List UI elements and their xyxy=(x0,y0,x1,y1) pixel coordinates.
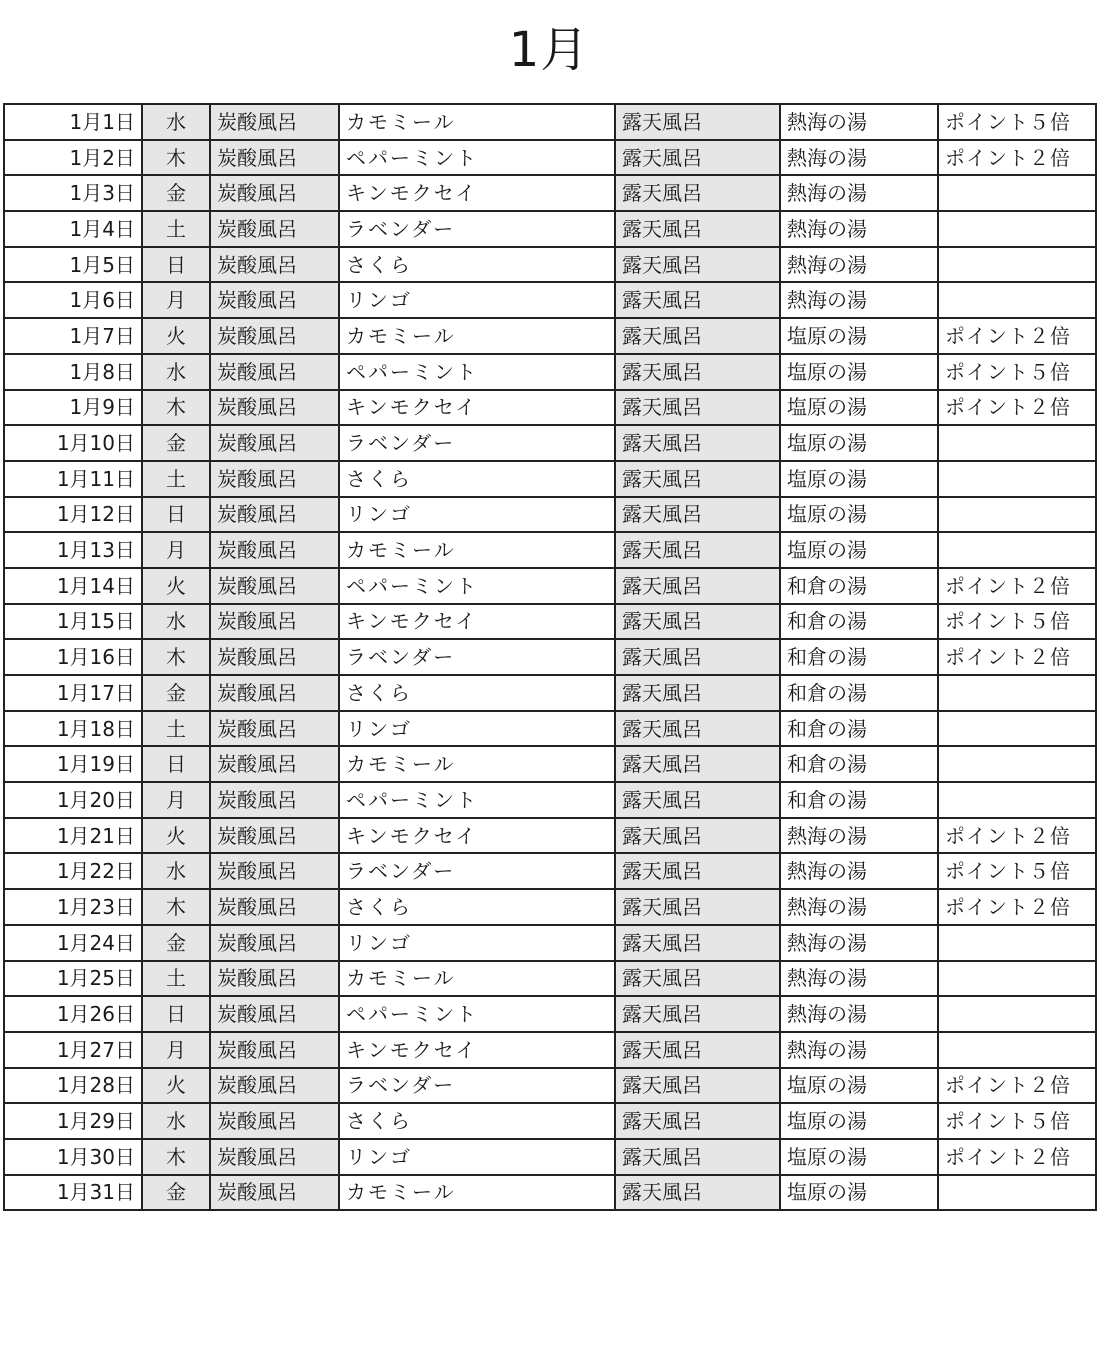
carbonated-bath-cell: 炭酸風呂 xyxy=(210,639,339,675)
weekday-cell: 火 xyxy=(142,1068,210,1104)
outdoor-bath-cell: 露天風呂 xyxy=(615,746,780,782)
hot-spring-cell: 和倉の湯 xyxy=(780,604,938,640)
carbonated-bath-cell: 炭酸風呂 xyxy=(210,175,339,211)
weekday-cell: 金 xyxy=(142,675,210,711)
point-bonus-cell xyxy=(938,746,1096,782)
carbonated-bath-cell: 炭酸風呂 xyxy=(210,889,339,925)
hot-spring-cell: 熱海の湯 xyxy=(780,211,938,247)
table-row xyxy=(4,818,1096,854)
scent-cell: ペパーミント xyxy=(339,782,615,818)
weekday-cell: 土 xyxy=(142,711,210,747)
outdoor-bath-cell: 露天風呂 xyxy=(615,282,780,318)
carbonated-bath-cell: 炭酸風呂 xyxy=(210,853,339,889)
scent-cell: キンモクセイ xyxy=(339,604,615,640)
outdoor-bath-cell: 露天風呂 xyxy=(615,782,780,818)
point-bonus-cell xyxy=(938,711,1096,747)
scent-cell: ペパーミント xyxy=(339,140,615,176)
hot-spring-cell: 熱海の湯 xyxy=(780,104,938,140)
scent-cell: リンゴ xyxy=(339,282,615,318)
date-cell: 1月13日 xyxy=(4,532,142,568)
weekday-cell: 日 xyxy=(142,746,210,782)
table-row xyxy=(4,711,1096,747)
scent-cell: ラベンダー xyxy=(339,1068,615,1104)
scent-cell: リンゴ xyxy=(339,1139,615,1175)
table-row xyxy=(4,746,1096,782)
point-bonus-cell xyxy=(938,247,1096,283)
date-cell: 1月16日 xyxy=(4,639,142,675)
scent-cell: ラベンダー xyxy=(339,425,615,461)
table-row xyxy=(4,282,1096,318)
carbonated-bath-cell: 炭酸風呂 xyxy=(210,140,339,176)
point-bonus-cell xyxy=(938,1032,1096,1068)
table-row xyxy=(4,675,1096,711)
scent-cell: さくら xyxy=(339,889,615,925)
table-row xyxy=(4,354,1096,390)
table-row xyxy=(4,1103,1096,1139)
date-cell: 1月9日 xyxy=(4,390,142,426)
hot-spring-cell: 熱海の湯 xyxy=(780,961,938,997)
hot-spring-cell: 熱海の湯 xyxy=(780,925,938,961)
outdoor-bath-cell: 露天風呂 xyxy=(615,1068,780,1104)
hot-spring-cell: 塩原の湯 xyxy=(780,318,938,354)
carbonated-bath-cell: 炭酸風呂 xyxy=(210,711,339,747)
date-cell: 1月6日 xyxy=(4,282,142,318)
weekday-cell: 月 xyxy=(142,782,210,818)
carbonated-bath-cell: 炭酸風呂 xyxy=(210,282,339,318)
point-bonus-cell xyxy=(938,175,1096,211)
point-bonus-cell xyxy=(938,211,1096,247)
outdoor-bath-cell: 露天風呂 xyxy=(615,425,780,461)
scent-cell: カモミール xyxy=(339,746,615,782)
point-bonus-cell: ポイント２倍 xyxy=(938,390,1096,426)
table-row xyxy=(4,925,1096,961)
outdoor-bath-cell: 露天風呂 xyxy=(615,675,780,711)
weekday-cell: 水 xyxy=(142,354,210,390)
date-cell: 1月14日 xyxy=(4,568,142,604)
date-cell: 1月27日 xyxy=(4,1032,142,1068)
table-row xyxy=(4,425,1096,461)
hot-spring-cell: 熱海の湯 xyxy=(780,282,938,318)
outdoor-bath-cell: 露天風呂 xyxy=(615,497,780,533)
hot-spring-cell: 和倉の湯 xyxy=(780,711,938,747)
date-cell: 1月15日 xyxy=(4,604,142,640)
table-row xyxy=(4,1175,1096,1211)
outdoor-bath-cell: 露天風呂 xyxy=(615,354,780,390)
date-cell: 1月22日 xyxy=(4,853,142,889)
weekday-cell: 木 xyxy=(142,140,210,176)
point-bonus-cell: ポイント５倍 xyxy=(938,1103,1096,1139)
table-row xyxy=(4,461,1096,497)
weekday-cell: 木 xyxy=(142,1139,210,1175)
point-bonus-cell xyxy=(938,282,1096,318)
carbonated-bath-cell: 炭酸風呂 xyxy=(210,354,339,390)
table-row xyxy=(4,639,1096,675)
point-bonus-cell xyxy=(938,425,1096,461)
weekday-cell: 水 xyxy=(142,604,210,640)
schedule-body xyxy=(4,104,1096,1210)
hot-spring-cell: 塩原の湯 xyxy=(780,354,938,390)
hot-spring-cell: 塩原の湯 xyxy=(780,390,938,426)
weekday-cell: 月 xyxy=(142,1032,210,1068)
table-row xyxy=(4,782,1096,818)
date-cell: 1月29日 xyxy=(4,1103,142,1139)
carbonated-bath-cell: 炭酸風呂 xyxy=(210,1032,339,1068)
outdoor-bath-cell: 露天風呂 xyxy=(615,1103,780,1139)
outdoor-bath-cell: 露天風呂 xyxy=(615,1032,780,1068)
date-cell: 1月28日 xyxy=(4,1068,142,1104)
point-bonus-cell: ポイント５倍 xyxy=(938,104,1096,140)
outdoor-bath-cell: 露天風呂 xyxy=(615,961,780,997)
outdoor-bath-cell: 露天風呂 xyxy=(615,996,780,1032)
hot-spring-cell: 塩原の湯 xyxy=(780,497,938,533)
carbonated-bath-cell: 炭酸風呂 xyxy=(210,782,339,818)
carbonated-bath-cell: 炭酸風呂 xyxy=(210,104,339,140)
scent-cell: さくら xyxy=(339,461,615,497)
outdoor-bath-cell: 露天風呂 xyxy=(615,925,780,961)
scent-cell: リンゴ xyxy=(339,925,615,961)
outdoor-bath-cell: 露天風呂 xyxy=(615,1139,780,1175)
point-bonus-cell: ポイント２倍 xyxy=(938,318,1096,354)
scent-cell: ペパーミント xyxy=(339,354,615,390)
weekday-cell: 木 xyxy=(142,639,210,675)
scent-cell: キンモクセイ xyxy=(339,1032,615,1068)
date-cell: 1月24日 xyxy=(4,925,142,961)
point-bonus-cell xyxy=(938,497,1096,533)
date-cell: 1月19日 xyxy=(4,746,142,782)
carbonated-bath-cell: 炭酸風呂 xyxy=(210,1068,339,1104)
hot-spring-cell: 和倉の湯 xyxy=(780,746,938,782)
carbonated-bath-cell: 炭酸風呂 xyxy=(210,390,339,426)
outdoor-bath-cell: 露天風呂 xyxy=(615,461,780,497)
date-cell: 1月3日 xyxy=(4,175,142,211)
carbonated-bath-cell: 炭酸風呂 xyxy=(210,461,339,497)
date-cell: 1月26日 xyxy=(4,996,142,1032)
date-cell: 1月11日 xyxy=(4,461,142,497)
hot-spring-cell: 塩原の湯 xyxy=(780,1139,938,1175)
hot-spring-cell: 熱海の湯 xyxy=(780,1032,938,1068)
page-title: 1月 xyxy=(508,22,590,78)
weekday-cell: 水 xyxy=(142,1103,210,1139)
hot-spring-cell: 熱海の湯 xyxy=(780,889,938,925)
scent-cell: カモミール xyxy=(339,532,615,568)
scent-cell: キンモクセイ xyxy=(339,390,615,426)
weekday-cell: 日 xyxy=(142,247,210,283)
table-row xyxy=(4,532,1096,568)
scent-cell: ラベンダー xyxy=(339,639,615,675)
outdoor-bath-cell: 露天風呂 xyxy=(615,889,780,925)
weekday-cell: 木 xyxy=(142,889,210,925)
date-cell: 1月1日 xyxy=(4,104,142,140)
scent-cell: ペパーミント xyxy=(339,568,615,604)
weekday-cell: 火 xyxy=(142,818,210,854)
point-bonus-cell xyxy=(938,532,1096,568)
point-bonus-cell: ポイント２倍 xyxy=(938,818,1096,854)
table-row xyxy=(4,211,1096,247)
scent-cell: ラベンダー xyxy=(339,211,615,247)
point-bonus-cell: ポイント５倍 xyxy=(938,354,1096,390)
date-cell: 1月5日 xyxy=(4,247,142,283)
point-bonus-cell: ポイント５倍 xyxy=(938,853,1096,889)
date-cell: 1月10日 xyxy=(4,425,142,461)
carbonated-bath-cell: 炭酸風呂 xyxy=(210,961,339,997)
weekday-cell: 土 xyxy=(142,461,210,497)
outdoor-bath-cell: 露天風呂 xyxy=(615,1175,780,1211)
weekday-cell: 金 xyxy=(142,925,210,961)
carbonated-bath-cell: 炭酸風呂 xyxy=(210,532,339,568)
table-row xyxy=(4,853,1096,889)
date-cell: 1月4日 xyxy=(4,211,142,247)
weekday-cell: 日 xyxy=(142,996,210,1032)
weekday-cell: 火 xyxy=(142,568,210,604)
date-cell: 1月25日 xyxy=(4,961,142,997)
scent-cell: カモミール xyxy=(339,104,615,140)
scent-cell: カモミール xyxy=(339,961,615,997)
outdoor-bath-cell: 露天風呂 xyxy=(615,818,780,854)
point-bonus-cell: ポイント２倍 xyxy=(938,140,1096,176)
date-cell: 1月17日 xyxy=(4,675,142,711)
table-row xyxy=(4,1032,1096,1068)
scent-cell: リンゴ xyxy=(339,711,615,747)
point-bonus-cell xyxy=(938,675,1096,711)
weekday-cell: 金 xyxy=(142,175,210,211)
carbonated-bath-cell: 炭酸風呂 xyxy=(210,925,339,961)
weekday-cell: 水 xyxy=(142,104,210,140)
table-row xyxy=(4,961,1096,997)
scent-cell: ペパーミント xyxy=(339,996,615,1032)
weekday-cell: 月 xyxy=(142,282,210,318)
hot-spring-cell: 熱海の湯 xyxy=(780,140,938,176)
carbonated-bath-cell: 炭酸風呂 xyxy=(210,425,339,461)
date-cell: 1月21日 xyxy=(4,818,142,854)
carbonated-bath-cell: 炭酸風呂 xyxy=(210,1103,339,1139)
outdoor-bath-cell: 露天風呂 xyxy=(615,104,780,140)
date-cell: 1月30日 xyxy=(4,1139,142,1175)
weekday-cell: 日 xyxy=(142,497,210,533)
scent-cell: キンモクセイ xyxy=(339,818,615,854)
monthly-schedule-table xyxy=(3,103,1097,1211)
scent-cell: リンゴ xyxy=(339,497,615,533)
weekday-cell: 火 xyxy=(142,318,210,354)
table-row xyxy=(4,104,1096,140)
hot-spring-cell: 熱海の湯 xyxy=(780,818,938,854)
point-bonus-cell: ポイント２倍 xyxy=(938,1139,1096,1175)
carbonated-bath-cell: 炭酸風呂 xyxy=(210,1139,339,1175)
date-cell: 1月31日 xyxy=(4,1175,142,1211)
carbonated-bath-cell: 炭酸風呂 xyxy=(210,746,339,782)
carbonated-bath-cell: 炭酸風呂 xyxy=(210,818,339,854)
table-row xyxy=(4,1139,1096,1175)
point-bonus-cell: ポイント２倍 xyxy=(938,639,1096,675)
hot-spring-cell: 塩原の湯 xyxy=(780,1068,938,1104)
point-bonus-cell xyxy=(938,1175,1096,1211)
scent-cell: カモミール xyxy=(339,1175,615,1211)
hot-spring-cell: 熱海の湯 xyxy=(780,853,938,889)
hot-spring-cell: 塩原の湯 xyxy=(780,1175,938,1211)
weekday-cell: 土 xyxy=(142,961,210,997)
outdoor-bath-cell: 露天風呂 xyxy=(615,175,780,211)
outdoor-bath-cell: 露天風呂 xyxy=(615,318,780,354)
point-bonus-cell: ポイント２倍 xyxy=(938,568,1096,604)
carbonated-bath-cell: 炭酸風呂 xyxy=(210,247,339,283)
date-cell: 1月12日 xyxy=(4,497,142,533)
scent-cell: ラベンダー xyxy=(339,853,615,889)
table-row xyxy=(4,247,1096,283)
table-row xyxy=(4,318,1096,354)
hot-spring-cell: 塩原の湯 xyxy=(780,1103,938,1139)
weekday-cell: 水 xyxy=(142,853,210,889)
point-bonus-cell xyxy=(938,925,1096,961)
date-cell: 1月20日 xyxy=(4,782,142,818)
hot-spring-cell: 熱海の湯 xyxy=(780,996,938,1032)
carbonated-bath-cell: 炭酸風呂 xyxy=(210,675,339,711)
scent-cell: さくら xyxy=(339,247,615,283)
outdoor-bath-cell: 露天風呂 xyxy=(615,604,780,640)
hot-spring-cell: 熱海の湯 xyxy=(780,247,938,283)
carbonated-bath-cell: 炭酸風呂 xyxy=(210,497,339,533)
point-bonus-cell xyxy=(938,961,1096,997)
outdoor-bath-cell: 露天風呂 xyxy=(615,711,780,747)
point-bonus-cell: ポイント２倍 xyxy=(938,1068,1096,1104)
carbonated-bath-cell: 炭酸風呂 xyxy=(210,211,339,247)
outdoor-bath-cell: 露天風呂 xyxy=(615,568,780,604)
hot-spring-cell: 和倉の湯 xyxy=(780,639,938,675)
date-cell: 1月18日 xyxy=(4,711,142,747)
outdoor-bath-cell: 露天風呂 xyxy=(615,639,780,675)
table-row xyxy=(4,996,1096,1032)
carbonated-bath-cell: 炭酸風呂 xyxy=(210,996,339,1032)
hot-spring-cell: 塩原の湯 xyxy=(780,461,938,497)
point-bonus-cell: ポイント２倍 xyxy=(938,889,1096,925)
outdoor-bath-cell: 露天風呂 xyxy=(615,140,780,176)
outdoor-bath-cell: 露天風呂 xyxy=(615,532,780,568)
table-row xyxy=(4,497,1096,533)
hot-spring-cell: 和倉の湯 xyxy=(780,782,938,818)
outdoor-bath-cell: 露天風呂 xyxy=(615,853,780,889)
table-row xyxy=(4,390,1096,426)
hot-spring-cell: 熱海の湯 xyxy=(780,175,938,211)
date-cell: 1月2日 xyxy=(4,140,142,176)
table-row xyxy=(4,140,1096,176)
date-cell: 1月7日 xyxy=(4,318,142,354)
weekday-cell: 金 xyxy=(142,1175,210,1211)
hot-spring-cell: 塩原の湯 xyxy=(780,425,938,461)
scent-cell: カモミール xyxy=(339,318,615,354)
weekday-cell: 木 xyxy=(142,390,210,426)
scent-cell: さくら xyxy=(339,1103,615,1139)
outdoor-bath-cell: 露天風呂 xyxy=(615,390,780,426)
weekday-cell: 金 xyxy=(142,425,210,461)
weekday-cell: 月 xyxy=(142,532,210,568)
table-row xyxy=(4,604,1096,640)
outdoor-bath-cell: 露天風呂 xyxy=(615,247,780,283)
table-row xyxy=(4,175,1096,211)
carbonated-bath-cell: 炭酸風呂 xyxy=(210,318,339,354)
table-row xyxy=(4,889,1096,925)
scent-cell: さくら xyxy=(339,675,615,711)
date-cell: 1月8日 xyxy=(4,354,142,390)
table-row xyxy=(4,1068,1096,1104)
outdoor-bath-cell: 露天風呂 xyxy=(615,211,780,247)
point-bonus-cell xyxy=(938,461,1096,497)
hot-spring-cell: 和倉の湯 xyxy=(780,568,938,604)
scent-cell: キンモクセイ xyxy=(339,175,615,211)
table-row xyxy=(4,568,1096,604)
carbonated-bath-cell: 炭酸風呂 xyxy=(210,568,339,604)
weekday-cell: 土 xyxy=(142,211,210,247)
point-bonus-cell xyxy=(938,996,1096,1032)
point-bonus-cell: ポイント５倍 xyxy=(938,604,1096,640)
hot-spring-cell: 塩原の湯 xyxy=(780,532,938,568)
point-bonus-cell xyxy=(938,782,1096,818)
carbonated-bath-cell: 炭酸風呂 xyxy=(210,1175,339,1211)
carbonated-bath-cell: 炭酸風呂 xyxy=(210,604,339,640)
date-cell: 1月23日 xyxy=(4,889,142,925)
hot-spring-cell: 和倉の湯 xyxy=(780,675,938,711)
